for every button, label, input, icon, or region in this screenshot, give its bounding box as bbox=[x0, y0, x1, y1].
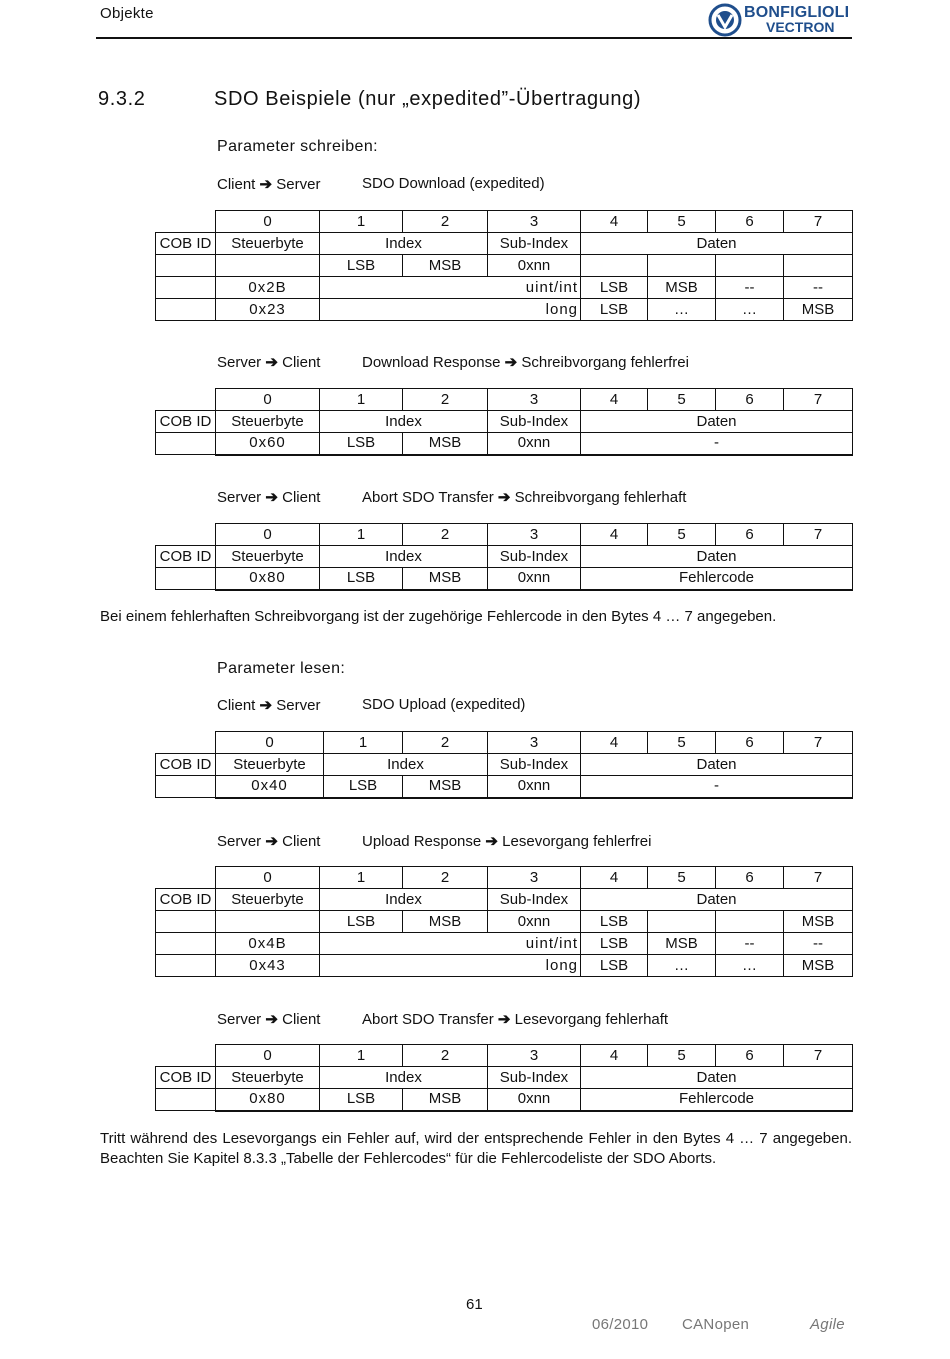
write-t1-label: SDO Download (expedited) bbox=[362, 175, 545, 192]
table-cell: 2 bbox=[403, 389, 488, 411]
table-cell: LSB bbox=[581, 277, 648, 299]
table-cell: MSB bbox=[648, 933, 716, 955]
table-cell: … bbox=[648, 955, 716, 977]
table-cell bbox=[156, 277, 216, 299]
table-cell: LSB bbox=[581, 955, 648, 977]
write-error-note: Bei einem fehlerhaften Schreibvorgang ist der zugehörige Fehlercode in den Bytes 4 … 7 angegeben. bbox=[100, 608, 777, 625]
table-cell: uint/int bbox=[320, 933, 581, 955]
table-row bbox=[156, 524, 853, 546]
table-cell: 7 bbox=[784, 211, 853, 233]
logo-emblem-icon bbox=[708, 3, 742, 37]
read-error-note: Tritt während des Lesevorgangs ein Fehler auf, wird der entsprechende Fehler in den Bytes 4 … 7 angegeben. Beachten Sie Kapitel 8.3.3 „Tabelle der Fehlercodes“ für die Fehlercodeliste der SDO Aborts. bbox=[100, 1130, 852, 1167]
arrow-icon: ➔ bbox=[259, 176, 273, 193]
table-cell: 4 bbox=[581, 211, 648, 233]
table-cell: MSB bbox=[403, 568, 488, 590]
table-cell: LSB bbox=[320, 1089, 403, 1111]
section-title: SDO Beispiele (nur „expedited”-Übertragung) bbox=[214, 88, 642, 110]
table-cell: 0 bbox=[216, 732, 324, 754]
table-cell: COB ID bbox=[156, 889, 216, 911]
table-row bbox=[156, 211, 853, 233]
table-row bbox=[156, 389, 853, 411]
table-cell: Sub-Index bbox=[488, 754, 581, 776]
table-cell: Daten bbox=[581, 233, 853, 255]
table-cell: Steuerbyte bbox=[216, 233, 320, 255]
header-rule bbox=[96, 37, 852, 39]
table-cell: LSB bbox=[320, 433, 403, 455]
company-logo bbox=[708, 2, 854, 38]
table-cell: 0xnn bbox=[488, 255, 581, 277]
table-cell: Index bbox=[324, 754, 488, 776]
table-row bbox=[156, 277, 853, 299]
table-row bbox=[156, 867, 853, 889]
table-cell: 5 bbox=[648, 524, 716, 546]
table-cell: COB ID bbox=[156, 546, 216, 568]
table-cell: 5 bbox=[648, 867, 716, 889]
table-row bbox=[156, 911, 853, 933]
table-cell: 7 bbox=[784, 1045, 853, 1067]
arrow-icon: ➔ bbox=[265, 833, 278, 850]
table-cell: MSB bbox=[403, 911, 488, 933]
read-t1-label: SDO Upload (expedited) bbox=[362, 696, 526, 713]
table-cell: 1 bbox=[320, 389, 403, 411]
table-cell: long bbox=[320, 299, 581, 321]
table-cell: Index bbox=[320, 889, 488, 911]
table-row bbox=[156, 546, 853, 568]
table-cell: 0xnn bbox=[488, 776, 581, 798]
table-cell: MSB bbox=[648, 277, 716, 299]
table-cell: long bbox=[320, 955, 581, 977]
table-cell: -- bbox=[716, 933, 784, 955]
table-cell: Sub-Index bbox=[488, 889, 581, 911]
table-cell: 4 bbox=[581, 524, 648, 546]
table-cell: MSB bbox=[403, 433, 488, 455]
table-cell bbox=[156, 867, 216, 889]
table-cell: - bbox=[581, 776, 853, 798]
table-cell: COB ID bbox=[156, 1067, 216, 1089]
table-cell: MSB bbox=[784, 911, 853, 933]
table-cell: 6 bbox=[716, 732, 784, 754]
table-cell: 6 bbox=[716, 867, 784, 889]
read-t3-direction: Server ➔ Client bbox=[217, 1011, 321, 1028]
table-cell: 0x43 bbox=[216, 955, 320, 977]
arrow-icon: ➔ bbox=[265, 489, 278, 506]
table-cell: Daten bbox=[581, 546, 853, 568]
table-cell: Index bbox=[320, 1067, 488, 1089]
arrow-icon: ➔ bbox=[259, 697, 273, 714]
arrow-icon: ➔ bbox=[265, 354, 278, 371]
table-cell: 0xnn bbox=[488, 433, 581, 455]
table-row bbox=[156, 889, 853, 911]
table-cell: 5 bbox=[648, 211, 716, 233]
arrow-icon: ➔ bbox=[485, 833, 498, 850]
table-cell: 0 bbox=[216, 389, 320, 411]
table-cell: 4 bbox=[581, 389, 648, 411]
table-cell bbox=[156, 1045, 216, 1067]
table-cell: MSB bbox=[403, 255, 488, 277]
table-cell: Sub-Index bbox=[488, 411, 581, 433]
table-cell: LSB bbox=[324, 776, 403, 798]
arrow-icon: ➔ bbox=[504, 354, 518, 371]
table-cell: 3 bbox=[488, 1045, 581, 1067]
table-cell: 0xnn bbox=[488, 911, 581, 933]
table-cell bbox=[216, 911, 320, 933]
section-heading bbox=[98, 88, 641, 111]
download-response-table bbox=[155, 388, 853, 456]
table-cell bbox=[716, 255, 784, 277]
table-cell bbox=[156, 776, 216, 798]
table-cell bbox=[581, 255, 648, 277]
table-cell bbox=[648, 255, 716, 277]
table-cell bbox=[156, 911, 216, 933]
table-cell bbox=[648, 911, 716, 933]
table-cell: Sub-Index bbox=[488, 233, 581, 255]
table-cell: 3 bbox=[488, 389, 581, 411]
table-row bbox=[156, 299, 853, 321]
write-t2-label: Download Response ➔ Schreibvorgang fehlerfrei bbox=[362, 354, 689, 371]
table-cell: LSB bbox=[581, 933, 648, 955]
table-cell bbox=[156, 211, 216, 233]
table-cell: … bbox=[716, 955, 784, 977]
write-abort-table bbox=[155, 523, 853, 591]
table-cell: 2 bbox=[403, 732, 488, 754]
table-cell: uint/int bbox=[320, 277, 581, 299]
table-cell: 3 bbox=[488, 524, 581, 546]
table-row bbox=[156, 732, 853, 754]
arrow-icon: ➔ bbox=[497, 489, 511, 506]
table-row bbox=[156, 568, 853, 590]
table-cell: Daten bbox=[581, 889, 853, 911]
table-cell: Daten bbox=[581, 1067, 853, 1089]
table-cell: LSB bbox=[320, 568, 403, 590]
table-cell: LSB bbox=[581, 299, 648, 321]
table-row bbox=[156, 233, 853, 255]
table-cell: Index bbox=[320, 233, 488, 255]
table-cell bbox=[156, 433, 216, 455]
table-cell: MSB bbox=[784, 299, 853, 321]
table-cell: 3 bbox=[488, 211, 581, 233]
table-cell: -- bbox=[716, 277, 784, 299]
table-cell bbox=[156, 299, 216, 321]
logo-text-vectron: VECTRON bbox=[766, 19, 835, 35]
table-cell: 0x2B bbox=[216, 277, 320, 299]
table-cell bbox=[156, 524, 216, 546]
read-t3-label: Abort SDO Transfer ➔ Lesevorgang fehlerhaft bbox=[362, 1011, 669, 1028]
write-t3-direction: Server ➔ Client bbox=[217, 489, 321, 506]
table-cell bbox=[784, 255, 853, 277]
table-cell: 0 bbox=[216, 524, 320, 546]
table-row bbox=[156, 933, 853, 955]
page-number: 61 bbox=[466, 1296, 483, 1313]
table-cell: 2 bbox=[403, 1045, 488, 1067]
table-cell: Steuerbyte bbox=[216, 546, 320, 568]
table-cell: 6 bbox=[716, 1045, 784, 1067]
sdo-upload-table bbox=[155, 731, 853, 799]
table-cell: … bbox=[648, 299, 716, 321]
table-row bbox=[156, 955, 853, 977]
table-cell: 0x4B bbox=[216, 933, 320, 955]
read-abort-table bbox=[155, 1044, 853, 1112]
write-t3-label: Abort SDO Transfer ➔ Schreibvorgang fehlerhaft bbox=[362, 489, 687, 506]
section-number: 9.3.2 bbox=[98, 88, 146, 110]
table-cell: Steuerbyte bbox=[216, 1067, 320, 1089]
read-t2-direction: Server ➔ Client bbox=[217, 833, 321, 850]
table-cell: 0 bbox=[216, 867, 320, 889]
table-row bbox=[156, 776, 853, 798]
table-cell: 1 bbox=[320, 867, 403, 889]
table-cell: 1 bbox=[324, 732, 403, 754]
table-cell: - bbox=[581, 433, 853, 455]
write-heading: Parameter schreiben: bbox=[217, 138, 378, 155]
table-row bbox=[156, 1089, 853, 1111]
table-row bbox=[156, 1045, 853, 1067]
table-cell: Daten bbox=[581, 411, 853, 433]
table-cell: 0x40 bbox=[216, 776, 324, 798]
table-cell: Index bbox=[320, 546, 488, 568]
table-row bbox=[156, 1067, 853, 1089]
table-cell: 6 bbox=[716, 389, 784, 411]
table-cell: 7 bbox=[784, 732, 853, 754]
table-cell: 5 bbox=[648, 1045, 716, 1067]
table-cell: 0x80 bbox=[216, 1089, 320, 1111]
footer-series: Agile bbox=[810, 1316, 845, 1333]
table-cell: Fehlercode bbox=[581, 1089, 853, 1111]
write-t2-direction: Server ➔ Client bbox=[217, 354, 321, 371]
table-row bbox=[156, 754, 853, 776]
upload-response-table bbox=[155, 866, 853, 977]
footer-date: 06/2010 bbox=[592, 1316, 649, 1333]
write-t1-direction: Client ➔ Server bbox=[217, 176, 321, 193]
table-cell: 4 bbox=[581, 1045, 648, 1067]
table-cell bbox=[156, 732, 216, 754]
table-cell: Sub-Index bbox=[488, 1067, 581, 1089]
table-cell: LSB bbox=[320, 911, 403, 933]
table-cell: 4 bbox=[581, 732, 648, 754]
table-cell bbox=[156, 568, 216, 590]
footer-product: CANopen bbox=[682, 1316, 750, 1333]
table-cell: 7 bbox=[784, 524, 853, 546]
read-t1-direction: Client ➔ Server bbox=[217, 697, 321, 714]
table-cell bbox=[156, 933, 216, 955]
read-heading: Parameter lesen: bbox=[217, 660, 346, 677]
table-cell: 7 bbox=[784, 867, 853, 889]
table-cell bbox=[716, 911, 784, 933]
table-cell: COB ID bbox=[156, 754, 216, 776]
table-cell: 0xnn bbox=[488, 1089, 581, 1111]
sdo-download-table bbox=[155, 210, 853, 321]
table-row bbox=[156, 433, 853, 455]
table-cell: LSB bbox=[581, 911, 648, 933]
table-cell: … bbox=[716, 299, 784, 321]
table-cell: 1 bbox=[320, 211, 403, 233]
table-cell: Steuerbyte bbox=[216, 754, 324, 776]
logo-text-bonfiglioli: BONFIGLIOLI bbox=[744, 4, 850, 21]
table-cell: 2 bbox=[403, 524, 488, 546]
table-cell: 3 bbox=[488, 867, 581, 889]
table-cell bbox=[156, 389, 216, 411]
arrow-icon: ➔ bbox=[265, 1011, 278, 1028]
table-cell: Daten bbox=[581, 754, 853, 776]
table-cell: 6 bbox=[716, 211, 784, 233]
table-cell: COB ID bbox=[156, 411, 216, 433]
table-cell: 2 bbox=[403, 867, 488, 889]
table-cell: MSB bbox=[403, 776, 488, 798]
table-cell: 0 bbox=[216, 211, 320, 233]
table-cell bbox=[156, 955, 216, 977]
table-cell: 5 bbox=[648, 732, 716, 754]
table-cell: 3 bbox=[488, 732, 581, 754]
table-cell: LSB bbox=[320, 255, 403, 277]
read-t2-label: Upload Response ➔ Lesevorgang fehlerfrei bbox=[362, 833, 652, 850]
table-cell: 6 bbox=[716, 524, 784, 546]
table-cell: MSB bbox=[784, 955, 853, 977]
table-row bbox=[156, 411, 853, 433]
table-cell: COB ID bbox=[156, 233, 216, 255]
table-cell: Steuerbyte bbox=[216, 411, 320, 433]
table-cell: Steuerbyte bbox=[216, 889, 320, 911]
table-cell: 1 bbox=[320, 524, 403, 546]
table-cell: Fehlercode bbox=[581, 568, 853, 590]
table-cell: 0xnn bbox=[488, 568, 581, 590]
table-cell bbox=[156, 1089, 216, 1111]
header-title: Objekte bbox=[100, 5, 154, 22]
table-cell: Index bbox=[320, 411, 488, 433]
table-cell: Sub-Index bbox=[488, 546, 581, 568]
table-cell: 0x60 bbox=[216, 433, 320, 455]
table-cell: 4 bbox=[581, 867, 648, 889]
arrow-icon: ➔ bbox=[497, 1011, 511, 1028]
table-cell: 2 bbox=[403, 211, 488, 233]
table-cell: 0x23 bbox=[216, 299, 320, 321]
table-cell bbox=[156, 255, 216, 277]
table-cell bbox=[216, 255, 320, 277]
table-row bbox=[156, 255, 853, 277]
table-cell: MSB bbox=[403, 1089, 488, 1111]
table-cell: 0x80 bbox=[216, 568, 320, 590]
table-cell: 7 bbox=[784, 389, 853, 411]
table-cell: -- bbox=[784, 277, 853, 299]
table-cell: 5 bbox=[648, 389, 716, 411]
table-cell: 0 bbox=[216, 1045, 320, 1067]
table-cell: -- bbox=[784, 933, 853, 955]
table-cell: 1 bbox=[320, 1045, 403, 1067]
